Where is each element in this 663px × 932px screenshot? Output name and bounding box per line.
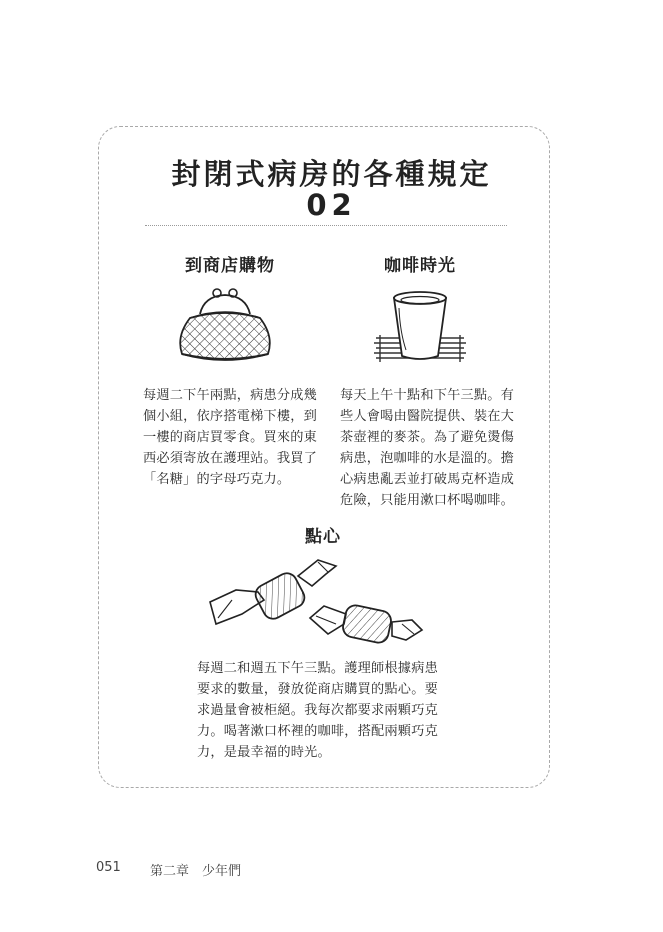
page-number: 051 (96, 860, 121, 875)
coin-purse-icon (170, 284, 280, 372)
coffee-heading: 咖啡時光 (384, 256, 456, 276)
chapter-label: 第二章 少年們 (150, 864, 242, 879)
section-number: 02 (306, 188, 357, 222)
page-title: 封閉式病房的各種規定 (171, 157, 492, 191)
coffee-text: 每天上午十點和下午三點。有 些人會喝由醫院提供、裝在大 茶壺裡的麥茶。為了避免燙傷 病患，泡咖啡的水是溫的。擔 心病患亂丟並打破馬克杯造成 危險，只能用漱口杯喝咖啡。 (340, 388, 515, 508)
shopping-text: 每週二下午兩點，病患分成幾 個小組，依序搭電梯下樓，到 一樓的商店買零食。買來的東 西必須寄放在護理站。我買了 「名糖」的字母巧克力。 (143, 388, 318, 487)
coffee-cup-icon (370, 282, 470, 368)
snack-heading: 點心 (305, 527, 341, 547)
wrapped-candy-icon (206, 552, 436, 652)
title-divider (145, 225, 507, 226)
shopping-heading: 到商店購物 (185, 256, 275, 276)
snack-text: 每週二和週五下午三點。護理師根據病患 要求的數量，發放從商店購買的點心。要 求過量會被柜絕。我每次都要求兩顆巧克 力。喝著漱口杯裡的咖啡，搭配兩顆巧克 力，是最幸福的時光。 (197, 661, 438, 760)
